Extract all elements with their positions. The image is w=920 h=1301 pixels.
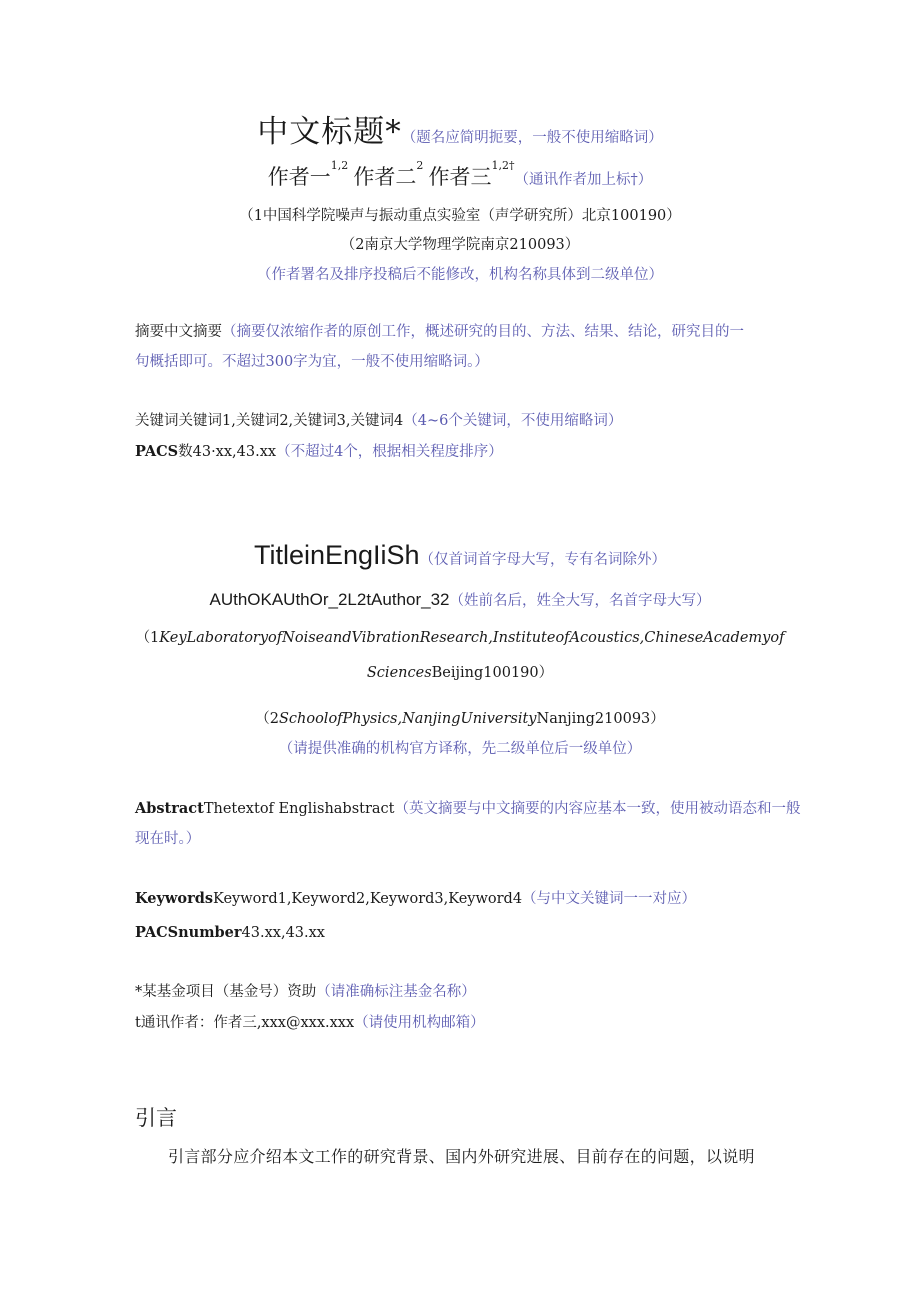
fund-footnote [135, 976, 476, 1008]
en-affiliation-1-italic: KeyLaboratoryofNoiseandVibrationResearch,InstituteofAcoustics,ChineseAcademyof [159, 630, 785, 646]
en-authors-text: AUthOKAUthOr_2L2tAuthor_32 [209, 590, 450, 609]
cn-abstract-label: 摘要中文摘要 [135, 324, 222, 340]
en-affiliation-2-rest: Nanjing210093） [536, 711, 665, 727]
corr-note: （请使用机构邮箱） [354, 1015, 485, 1031]
cn-affiliation-2: （2南京大学物理学院南京210093） [340, 237, 580, 253]
en-affiliation-1b [0, 661, 920, 682]
cn-title-line [0, 106, 920, 151]
en-abstract-label: Abstract [135, 800, 204, 817]
cn-abstract-note-2: 句概括即可。不超过300字为宜，一般不使用缩略词。） [135, 354, 489, 370]
cn-author-3: 作者三 [428, 165, 492, 189]
en-abstract-note-2: 现在时。） [135, 831, 201, 847]
intro-heading: 引言 [135, 1106, 177, 1130]
corr-text: t通讯作者：作者三,xxx@xxx.xxx [135, 1015, 355, 1031]
cn-author-1-sup: 1,2 [330, 159, 349, 172]
cn-title: 中文标题* [257, 114, 402, 150]
en-authors-line [0, 589, 920, 610]
cn-keywords-note: （4~6个关键词，不使用缩略词） [403, 413, 623, 429]
cn-author-2: 作者二 [353, 165, 417, 189]
en-affiliation-1b-italic: Sciences [366, 665, 432, 681]
en-abstract-note-1: （英文摘要与中文摘要的内容应基本一致，使用被动语态和一般 [394, 801, 801, 817]
en-affiliation-2 [0, 707, 920, 728]
en-pacs-text: 43.xx,43.xx [241, 925, 325, 941]
cn-affiliation-1: （1中国科学院噪声与振动重点实验室（声学研究所）北京100190） [239, 208, 681, 224]
en-affiliation-1b-rest: Beijing100190） [431, 665, 554, 681]
en-keywords-label: Keywords [135, 890, 214, 907]
en-pacs-line [135, 917, 325, 949]
corr-footnote [135, 1007, 485, 1039]
cn-author-3-sup: 1,2† [491, 159, 515, 172]
en-affiliation-note: （请提供准确的机构官方译称，先二级单位后一级单位） [278, 741, 642, 757]
en-keywords-text: Keyword1,Keyword2,Keyword3,Keyword4 [213, 891, 523, 907]
en-title: TitleinEngIiSh [253, 540, 420, 570]
en-abstract-line1 [135, 793, 801, 825]
cn-authors-note: （通讯作者加上标†） [514, 172, 653, 188]
en-keywords-line [135, 883, 696, 915]
cn-affiliation-note: （作者署名及排序投稿后不能修改，机构名称具体到二级单位） [257, 267, 663, 283]
fund-text: *某基金项目（基金号）资助 [135, 984, 317, 1000]
en-pacs-label: PACSnumber [135, 924, 242, 941]
en-authors-note: （姓前名后，姓全大写，名首字母大写） [449, 593, 711, 609]
intro-first-line: 引言部分应介绍本文工作的研究背景、国内外研究进展、目前存在的问题，以说明 [168, 1147, 755, 1166]
cn-authors-line [0, 161, 920, 191]
cn-pacs-label: PACS [135, 443, 179, 460]
cn-abstract-note-1: （摘要仅浓缩作者的原创工作，概述研究的目的、方法、结果、结论，研究目的一 [222, 324, 744, 340]
cn-abstract-line1 [135, 316, 744, 348]
en-affiliation-1-prefix: （1 [135, 630, 160, 646]
cn-title-note: （题名应简明扼要，一般不使用缩略词） [401, 130, 663, 146]
cn-pacs-line [135, 436, 503, 468]
cn-keywords-text: 关键词关键词1,关键词2,关键词3,关键词4 [135, 413, 404, 429]
cn-pacs-text: 数43·xx,43.xx [178, 444, 277, 460]
cn-author-2-sup: 2 [416, 159, 424, 172]
en-abstract-text: Thetextof Englishabstract [203, 801, 395, 817]
en-affiliation-2-prefix: （2 [255, 711, 279, 727]
en-keywords-note: （与中文关键词一一对应） [522, 891, 697, 907]
en-affiliation-1 [0, 626, 920, 647]
en-title-note: （仅首词首字母大写，专有名词除外） [419, 552, 667, 568]
fund-note: （请准确标注基金名称） [316, 984, 476, 1000]
cn-pacs-note: （不超过4个，根据相关程度排序） [276, 444, 503, 460]
cn-author-1: 作者一 [267, 165, 331, 189]
en-title-line [0, 540, 920, 571]
cn-keywords-line [135, 405, 622, 437]
en-affiliation-2-italic: SchoolofPhysics,NanjingUniversity [278, 711, 537, 727]
